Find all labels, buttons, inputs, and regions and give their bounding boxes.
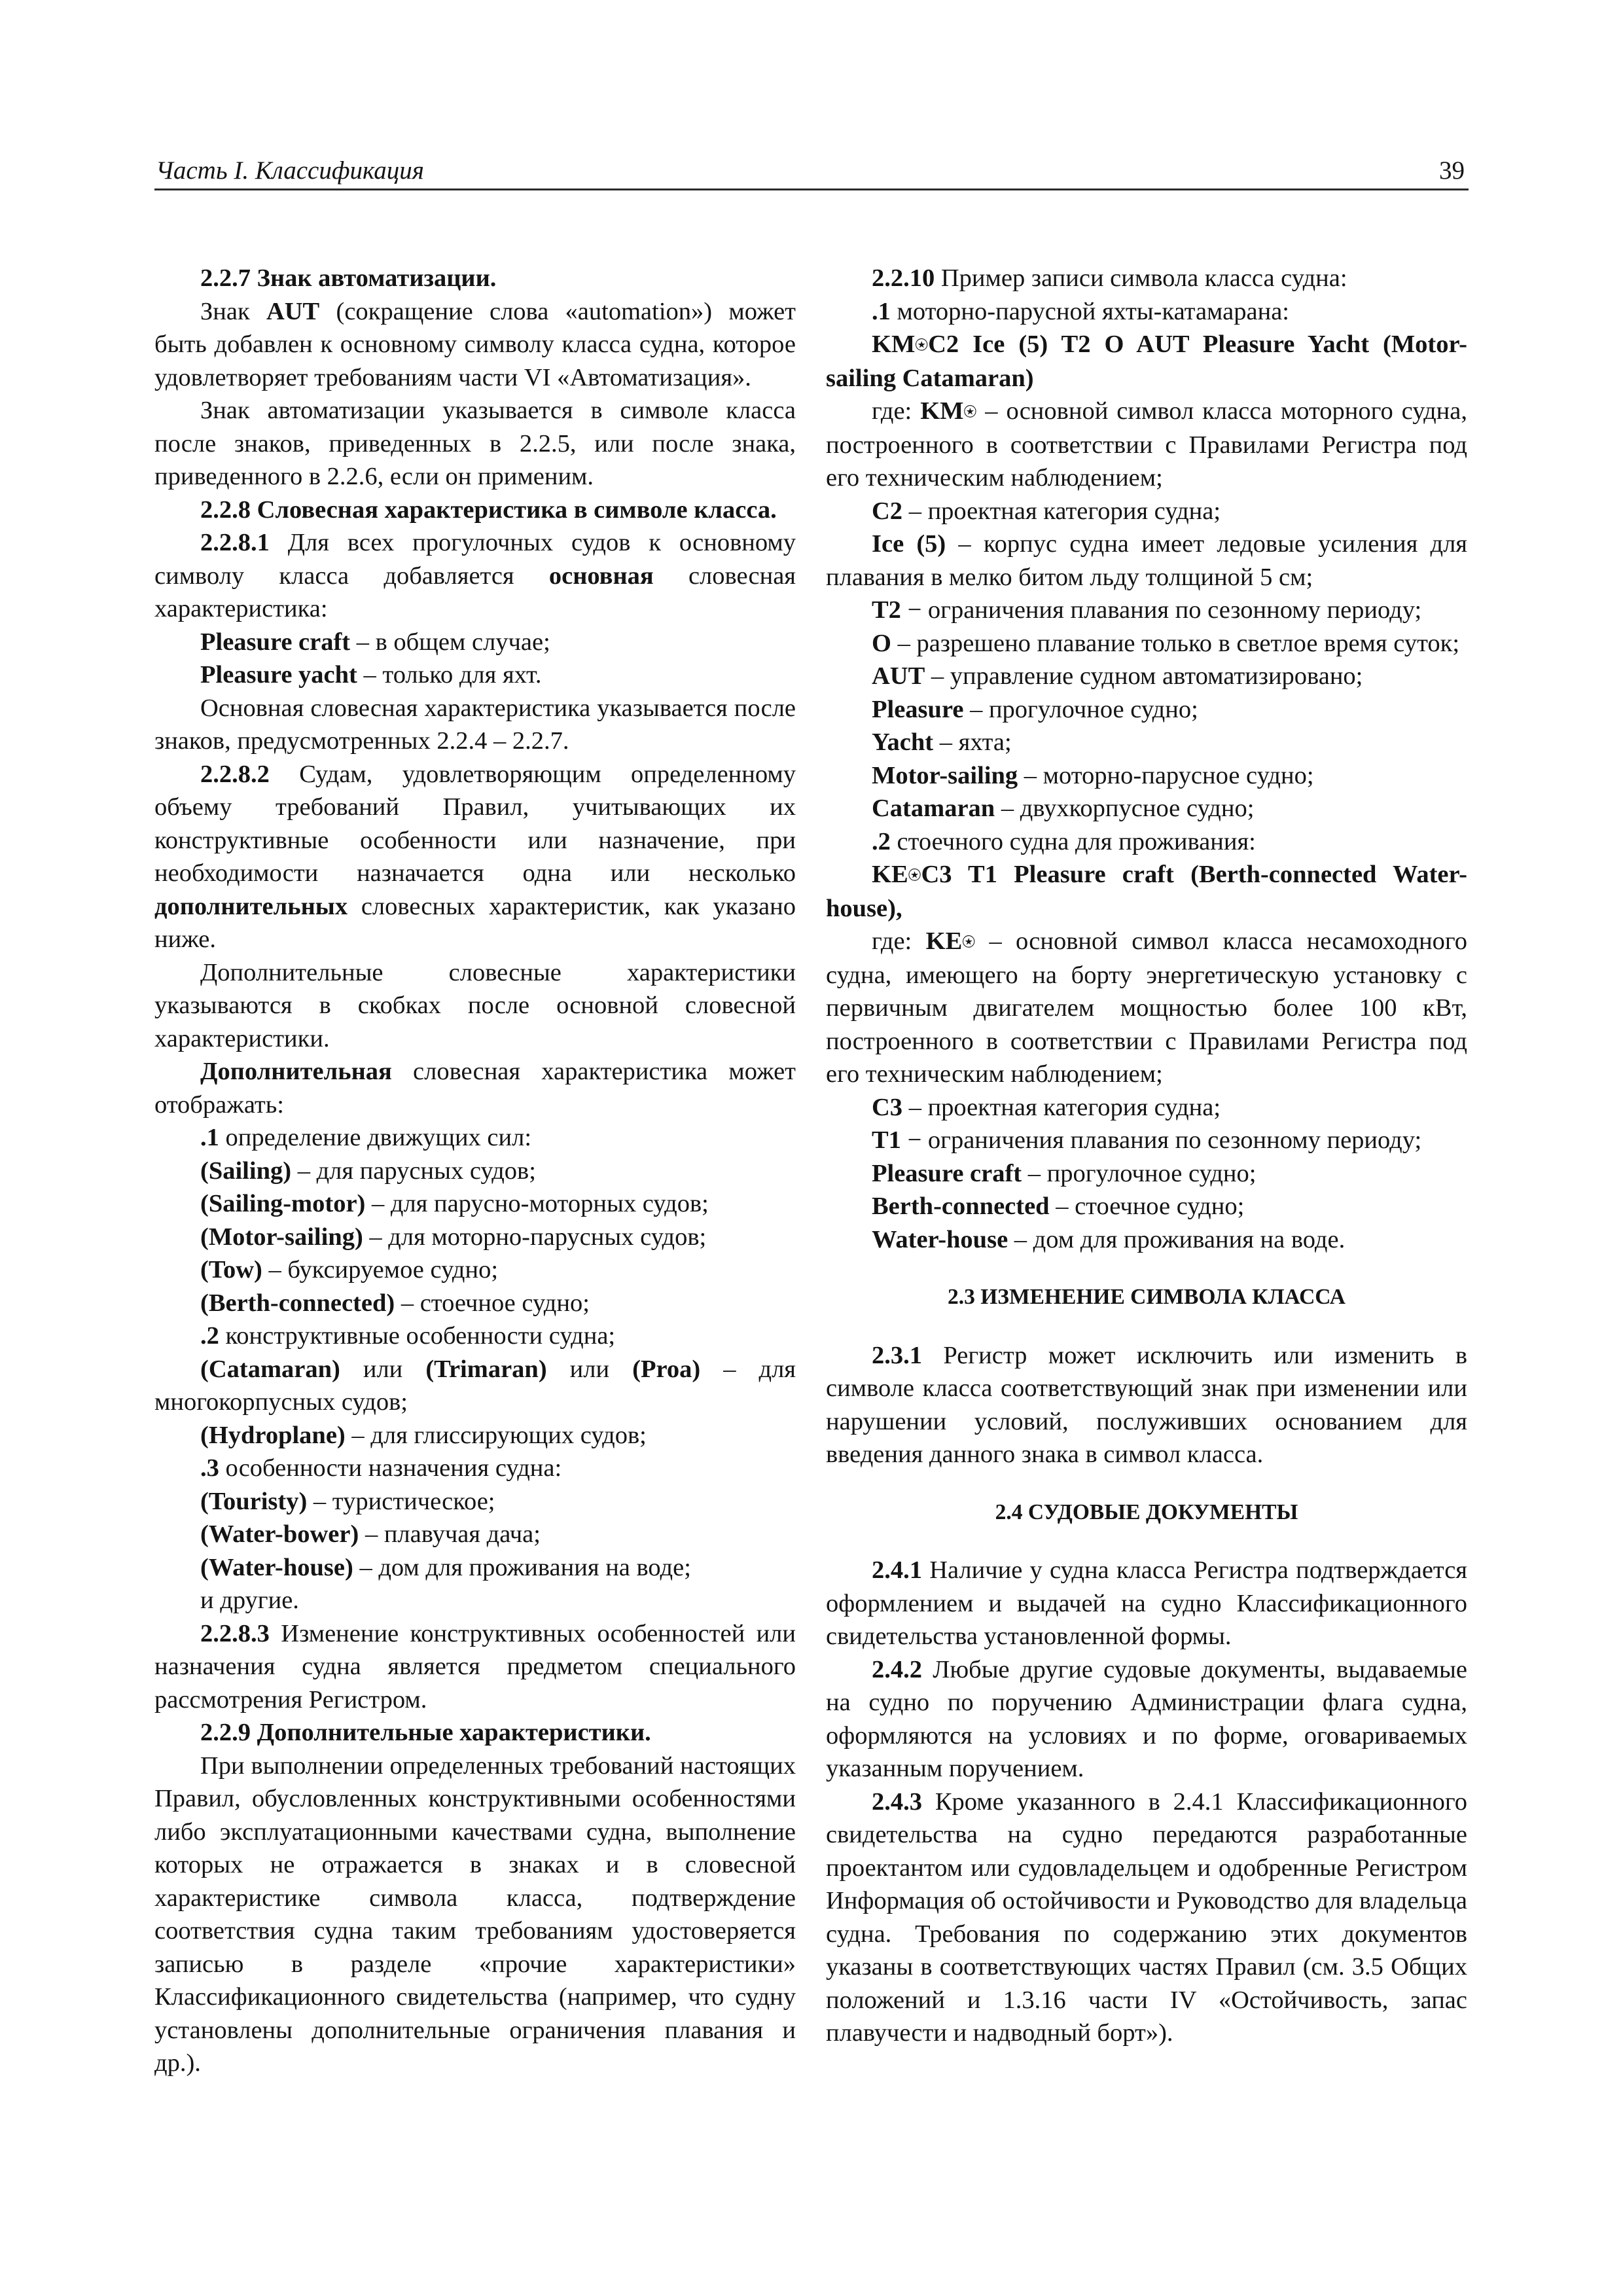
list-item: Pleasure craft – в общем случае; <box>200 628 550 656</box>
list-item: (Sailing) – для парусных судов; <box>200 1157 536 1185</box>
paragraph: 2.4.2 Любые другие судовые документы, выдаваемые на судно по поручению Администрации флага судна, оформляются на условиях и по форме, оговариваемых указанным поручением. <box>826 1655 1467 1782</box>
paragraph: Основная словесная характеристика указывается после знаков, предусмотренных 2.2.4 – 2.2.7. <box>154 694 796 755</box>
list-item: Pleasure yacht – только для яхт. <box>200 661 542 689</box>
list-item: O – разрешено плавание только в светлое время суток; <box>872 629 1460 657</box>
page-number: 39 <box>1439 156 1465 185</box>
list-item: (Berth-connected) – стоечное судно; <box>200 1289 590 1317</box>
section-heading: 2.2.7 Знак автоматизации. <box>200 264 497 292</box>
list-item: C3 – проектная категория судна; <box>872 1093 1221 1121</box>
paragraph: Знак автоматизации указывается в символе класса после знаков, приведенных в 2.2.5, или после знака, приведенного в 2.2.6, если он применим. <box>154 397 796 490</box>
paragraph: При выполнении определенных требований настоящих Правил, обусловленных конструктивными особенностями либо эксплуатационными качествами судна, выполнение которых не отражается в знаках и в словесной характеристике символа класса, подтверждение соответствия судна таким требованиям удостоверяется записью в разделе «прочие характеристики» Классификационного свидетельства (например, что судну установлены дополнительные ограничения плавания и др.). <box>154 1751 796 2077</box>
star-circle-icon: ⍟ <box>915 332 929 357</box>
paragraph: 2.3.1 Регистр может исключить или изменить в символе класса соответствующий знак при изменении или нарушении условий, послуживших основанием для введения данного знака в символ класса. <box>826 1341 1467 1468</box>
list-item: T1 − ограничения плавания по сезонному периоду; <box>872 1126 1422 1154</box>
list-item: Ice (5) – корпус судна имеет ледовые усиления для плавания в мелко битом льду толщиной 5 см; <box>826 530 1467 591</box>
list-item: Motor-sailing – моторно-парусное судно; <box>872 761 1314 789</box>
list-item: Berth-connected – стоечное судно; <box>872 1193 1245 1220</box>
running-title: Часть I. Классификация <box>156 156 424 185</box>
paragraph: где: KE⍟ – основной символ класса несамоходного судна, имеющего на борту энергетическую установку с первичным двигателем мощностью более 100 кВт, построенного в соответствии с Правилами Регистра под его техническим наблюдением; <box>826 927 1468 1088</box>
list-item: T2 − ограничения плавания по сезонному периоду; <box>872 596 1422 624</box>
list-item: и другие. <box>200 1587 299 1614</box>
list-item: Pleasure craft – прогулочное судно; <box>872 1159 1257 1187</box>
section-title: 2.3 ИЗМЕНЕНИЕ СИМВОЛА КЛАССА <box>947 1285 1346 1309</box>
list-item: (Tow) – буксируемое судно; <box>200 1256 499 1283</box>
list-item: (Water-house) – дом для проживания на воде; <box>200 1553 691 1581</box>
section-title: 2.4 СУДОВЫЕ ДОКУМЕНТЫ <box>995 1499 1298 1524</box>
class-notation: KM⍟C2 Ice (5) T2 O AUT Pleasure Yacht (Motor-sailing Catamaran) <box>826 331 1467 392</box>
list-item: AUT – управление судном автоматизировано; <box>872 662 1363 690</box>
list-item: Pleasure – прогулочное судно; <box>872 695 1198 723</box>
list-item: (Motor-sailing) – для моторно-парусных судов; <box>200 1223 707 1251</box>
page-header <box>154 151 1469 190</box>
paragraph: 2.4.1 Наличие у судна класса Регистра подтверждается оформлением и выдачей на судно Классификационного свидетельства установленной формы. <box>826 1556 1467 1650</box>
list-item: (Water-bower) – плавучая дача; <box>200 1520 541 1548</box>
list-item: Yacht – яхта; <box>872 728 1012 756</box>
list-item: .2 конструктивные особенности судна; <box>200 1322 616 1350</box>
paragraph: 2.2.8.3 Изменение конструктивных особенностей или назначения судна является предметом специального рассмотрения Регистром. <box>154 1619 796 1713</box>
list-item: .2 стоечного судна для проживания: <box>872 827 1256 855</box>
list-item: (Touristy) – туристическое; <box>200 1487 495 1515</box>
paragraph: Дополнительные словесные характеристики указываются в скобках после основной словесной характеристики. <box>154 958 796 1052</box>
list-item: .1 определение движущих сил: <box>200 1124 532 1151</box>
paragraph: 2.2.8.2 Судам, удовлетворяющим определенному объему требований Правил, учитывающих их конструктивные особенности или назначение, при необходимости назначается одна или несколько дополнительных словесных характеристик, как указано ниже. <box>154 760 796 953</box>
list-item: .3 особенности назначения судна: <box>200 1454 562 1482</box>
paragraph: Знак AUT (сокращение слова «automation») может быть добавлен к основному символу класса судна, которое удовлетворяет требованиям части VI «Автоматизация». <box>154 297 796 391</box>
list-item: C2 – проектная категория судна; <box>872 497 1221 525</box>
paragraph: 2.4.3 Кроме указанного в 2.4.1 Классификационного свидетельства на судно передаются разработанные проектантом или судовладельцем и одобренные Регистром Информация об остойчивости и Руководство для владельца судна. Требования по содержанию этих документов указаны в соответствующих частях Правил (см. 3.5 Общих положений и 1.3.16 части IV «Остойчивость, запас плавучести и надводный борт»). <box>826 1787 1467 2047</box>
paragraph: Дополнительная словесная характеристика может отображать: <box>154 1058 796 1119</box>
star-circle-icon: ⍟ <box>908 862 921 888</box>
right-column <box>826 262 1467 2050</box>
list-item: (Sailing-motor) – для парусно-моторных судов; <box>200 1190 709 1217</box>
left-column <box>154 262 796 2080</box>
star-circle-icon: ⍟ <box>963 399 977 424</box>
class-notation: KE⍟C3 T1 Pleasure craft (Berth-connected Water-house), <box>826 861 1467 922</box>
paragraph: где: KM⍟ – основной символ класса моторного судна, построенного в соответствии с Правилами Регистра под его техническим наблюдением; <box>826 397 1467 492</box>
list-item: .1 моторно-парусной яхты-катамарана: <box>872 297 1289 325</box>
list-item: (Hydroplane) – для глиссирующих судов; <box>200 1421 647 1449</box>
list-item: Water-house – дом для проживания на воде. <box>872 1225 1346 1253</box>
section-heading: 2.2.8 Словесная характеристика в символе класса. <box>200 495 777 524</box>
list-item: (Catamaran) или (Trimaran) или (Proa) – для многокорпусных судов; <box>154 1355 796 1416</box>
paragraph: 2.2.10 Пример записи символа класса судна: <box>872 264 1347 292</box>
star-circle-icon: ⍟ <box>962 929 976 954</box>
paragraph: 2.2.8.1 Для всех прогулочных судов к основному символу класса добавляется основная словесная характеристика: <box>154 529 796 622</box>
list-item: Catamaran – двухкорпусное судно; <box>872 795 1255 822</box>
section-heading: 2.2.9 Дополнительные характеристики. <box>200 1719 651 1746</box>
